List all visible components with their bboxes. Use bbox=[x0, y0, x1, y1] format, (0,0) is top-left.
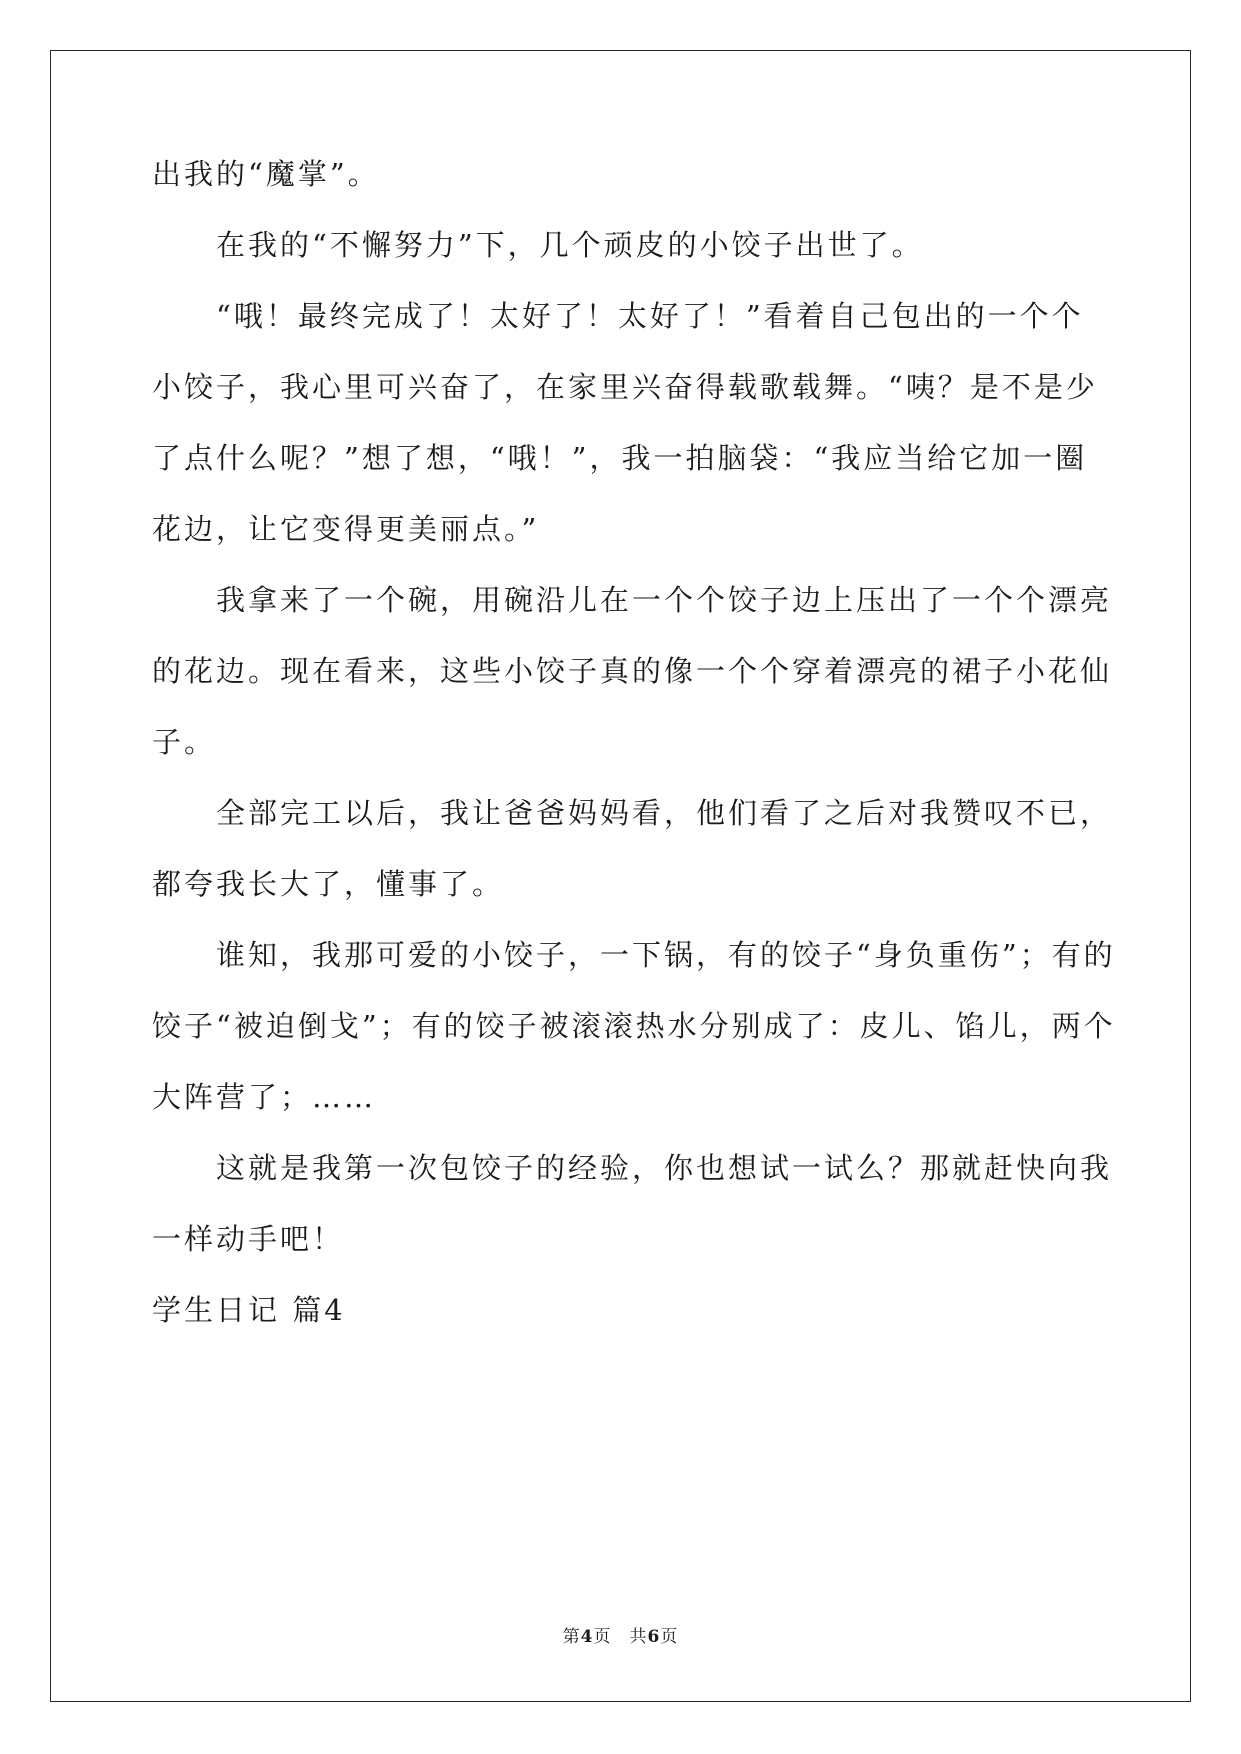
paragraph-line: 饺子“被迫倒戈”；有的饺子被滚滚热水分别成了：皮儿、馅儿，两个 bbox=[152, 1009, 1116, 1043]
total-page-number: 6 bbox=[647, 1627, 661, 1647]
paragraph-line: 的花边。现在看来，这些小饺子真的像一个个穿着漂亮的裙子小花仙 bbox=[152, 654, 1113, 688]
paragraph-line: 花边，让它变得更美丽点。” bbox=[152, 512, 540, 546]
page-footer bbox=[0, 1622, 1241, 1647]
paragraph-line: 谁知，我那可爱的小饺子，一下锅，有的饺子“身负重伤”；有的 bbox=[216, 938, 1116, 972]
footer-middle: 页 共 bbox=[593, 1627, 648, 1647]
paragraph-line: “哦！最终完成了！太好了！太好了！”看着自己包出的一个个 bbox=[216, 299, 1084, 333]
paragraph-line: 都夸我长大了，懂事了。 bbox=[152, 867, 505, 901]
paragraph-line: 在我的“不懈努力”下，几个顽皮的小饺子出世了。 bbox=[216, 228, 924, 262]
paragraph-line: 了点什么呢？”想了想，“哦！”，我一拍脑袋：“我应当给它加一圈 bbox=[152, 441, 1088, 475]
paragraph-line: 子。 bbox=[152, 725, 217, 759]
paragraph-line: 出我的“魔掌”。 bbox=[152, 157, 380, 191]
paragraph-line: 大阵营了；…… bbox=[152, 1080, 377, 1114]
paragraph-line: 小饺子，我心里可兴奋了，在家里兴奋得载歌载舞。“咦？是不是少 bbox=[152, 370, 1098, 404]
section-heading: 学生日记 篇4 bbox=[152, 1293, 346, 1327]
paragraph-line: 全部完工以后，我让爸爸妈妈看，他们看了之后对我赞叹不已， bbox=[216, 796, 1113, 830]
paragraph-line: 一样动手吧！ bbox=[152, 1222, 345, 1256]
current-page-number: 4 bbox=[580, 1627, 594, 1647]
paragraph-line: 这就是我第一次包饺子的经验，你也想试一试么？那就赶快向我 bbox=[216, 1151, 1113, 1185]
footer-suffix: 页 bbox=[660, 1627, 679, 1647]
footer-prefix: 第 bbox=[562, 1627, 581, 1647]
paragraph-line: 我拿来了一个碗，用碗沿儿在一个个饺子边上压出了一个个漂亮 bbox=[216, 583, 1113, 617]
